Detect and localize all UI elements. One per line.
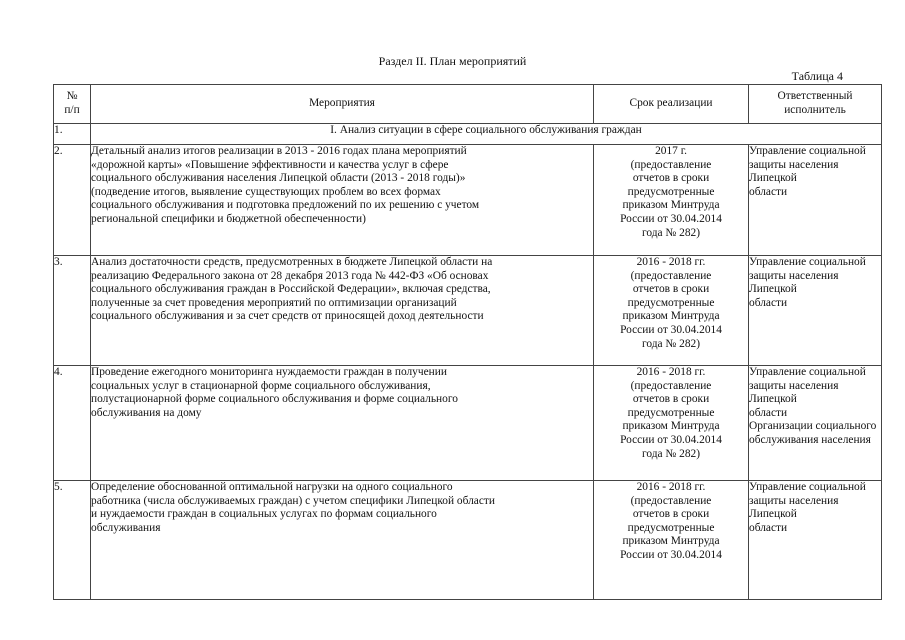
table-label: Таблица 4 [791, 69, 843, 83]
row-term-line: отчетов в сроки [632, 393, 710, 406]
section-title: Раздел II. План мероприятий [378, 54, 527, 68]
row-event-line: региональной специфики и бюджетной обеспеченности) [91, 212, 366, 225]
row-event [91, 145, 594, 256]
row-event-line: полученные за счет проведения мероприятий по оптимизации организаций [91, 296, 457, 309]
row-term-line: приказом Минтруда [622, 535, 720, 548]
row-responsible-line: области [749, 521, 788, 534]
row-responsible-line: защиты населения Липецкой [749, 269, 839, 296]
row-term [594, 481, 749, 600]
row-responsible-line: области [749, 406, 788, 419]
row-responsible-line: Управление социальной [749, 481, 866, 493]
row-term-line: предусмотренные [627, 296, 715, 309]
row-number: 4. [54, 366, 91, 481]
row-term-line: России от 30.04.2014 [620, 212, 722, 225]
header-number [54, 85, 91, 124]
row-number: 5. [54, 481, 91, 600]
row-term-line: (предоставление [630, 269, 712, 282]
row-term-line: 2016 - 2018 гг. [636, 256, 706, 268]
row-term [594, 366, 749, 481]
table-row [54, 145, 882, 256]
row-responsible [749, 481, 882, 600]
row-term [594, 145, 749, 256]
row-event-line: социального обслуживания и подготовка предложений по их решению с учетом [91, 199, 480, 212]
row-responsible-line: обслуживания населения [749, 433, 871, 446]
row-term-line: 2017 г. [655, 145, 687, 157]
row-term-line: предусмотренные [627, 185, 715, 198]
row-number: 2. [54, 145, 91, 256]
row-responsible-line: Управление социальной [749, 145, 866, 157]
row-term-line: 2016 - 2018 гг. [636, 366, 706, 378]
row-event-line: обслуживания на дому [91, 406, 202, 419]
table-row [54, 481, 882, 600]
row-event-line: социального обслуживания населения Липецкой области (2013 - 2018 годы)» [91, 172, 466, 185]
row-term-line: года № 282) [641, 447, 701, 460]
row-responsible-line: защиты населения Липецкой [749, 494, 839, 521]
row-term-line: приказом Минтруда [622, 420, 720, 433]
row-responsible-line: области [749, 185, 788, 198]
section-row [54, 124, 882, 145]
row-responsible [749, 145, 882, 256]
row-term-line: (предоставление [630, 379, 712, 392]
table-row [54, 366, 882, 481]
row-event-line: социального обслуживания граждан в Российской Федерации», включая средства, [91, 283, 491, 296]
row-responsible-line: Организации социального [749, 420, 877, 433]
section-row-number: 1. [54, 124, 91, 145]
row-term-line: приказом Минтруда [622, 199, 720, 212]
row-responsible-line: Управление социальной [749, 366, 866, 378]
row-event-line: социального обслуживания и за счет средств от приносящей доход деятельности [91, 310, 484, 323]
row-number: 3. [54, 256, 91, 366]
row-term-line: года № 282) [641, 226, 701, 239]
row-event-line: и нуждаемости граждан в социальных услугах по формам социального [91, 508, 437, 521]
row-event-line: (подведение итогов, выявление существующих проблем во всех формах [91, 185, 441, 198]
row-event-line: обслуживания [91, 521, 161, 534]
row-event-line: работника (числа обслуживаемых граждан) с учетом специфики Липецкой области [91, 494, 495, 507]
row-term-line: России от 30.04.2014 [620, 548, 722, 561]
row-term-line: (предоставление [630, 494, 712, 507]
row-event [91, 481, 594, 600]
row-term [594, 256, 749, 366]
header-number-abbr: п/п [64, 104, 80, 116]
row-term-line: России от 30.04.2014 [620, 323, 722, 336]
row-term-line: предусмотренные [627, 406, 715, 419]
row-event-line: Проведение ежегодного мониторинга нуждаемости граждан в получении [91, 366, 447, 378]
row-event-line: «дорожной карты» «Повышение эффективности и качества услуг в сфере [91, 158, 449, 171]
row-event-line: социальных услуг в стационарной форме социального обслуживания, [91, 379, 431, 392]
row-term-line: (предоставление [630, 158, 712, 171]
plan-table [53, 84, 882, 600]
table-row [54, 256, 882, 366]
row-responsible-line: защиты населения Липецкой [749, 379, 839, 406]
row-event-line: реализацию Федерального закона от 28 декабря 2013 года № 442-ФЗ «Об основах [91, 269, 489, 282]
row-term-line: отчетов в сроки [632, 508, 710, 521]
row-term-line: года № 282) [641, 337, 701, 350]
row-responsible-line: защиты населения Липецкой [749, 158, 839, 185]
row-term-line: России от 30.04.2014 [620, 433, 722, 446]
row-event [91, 366, 594, 481]
row-event [91, 256, 594, 366]
row-term-line: отчетов в сроки [632, 172, 710, 185]
row-term-line: отчетов в сроки [632, 283, 710, 296]
header-number-symbol: № [66, 90, 78, 103]
row-event-line: полустационарной форме социального обслуживания и форме социального [91, 393, 458, 406]
header-responsible: Ответственный исполнитель [749, 85, 882, 124]
row-event-line: Определение обоснованной оптимальной нагрузки на одного социального [91, 481, 453, 493]
row-event-line: Анализ достаточности средств, предусмотренных в бюджете Липецкой области на [91, 256, 493, 268]
row-responsible-line: Управление социальной [749, 256, 866, 268]
header-event: Мероприятия [91, 85, 594, 124]
row-responsible [749, 256, 882, 366]
row-event-line: Детальный анализ итогов реализации в 2013 - 2016 годах плана мероприятий [91, 145, 467, 157]
row-term-line: 2016 - 2018 гг. [636, 481, 706, 493]
row-responsible [749, 366, 882, 481]
header-term: Срок реализации [594, 85, 749, 124]
row-term-line: приказом Минтруда [622, 310, 720, 323]
table-header-row [54, 85, 882, 124]
row-responsible-line: области [749, 296, 788, 309]
section-row-title: I. Анализ ситуации в сфере социального обслуживания граждан [91, 124, 882, 145]
row-term-line: предусмотренные [627, 521, 715, 534]
